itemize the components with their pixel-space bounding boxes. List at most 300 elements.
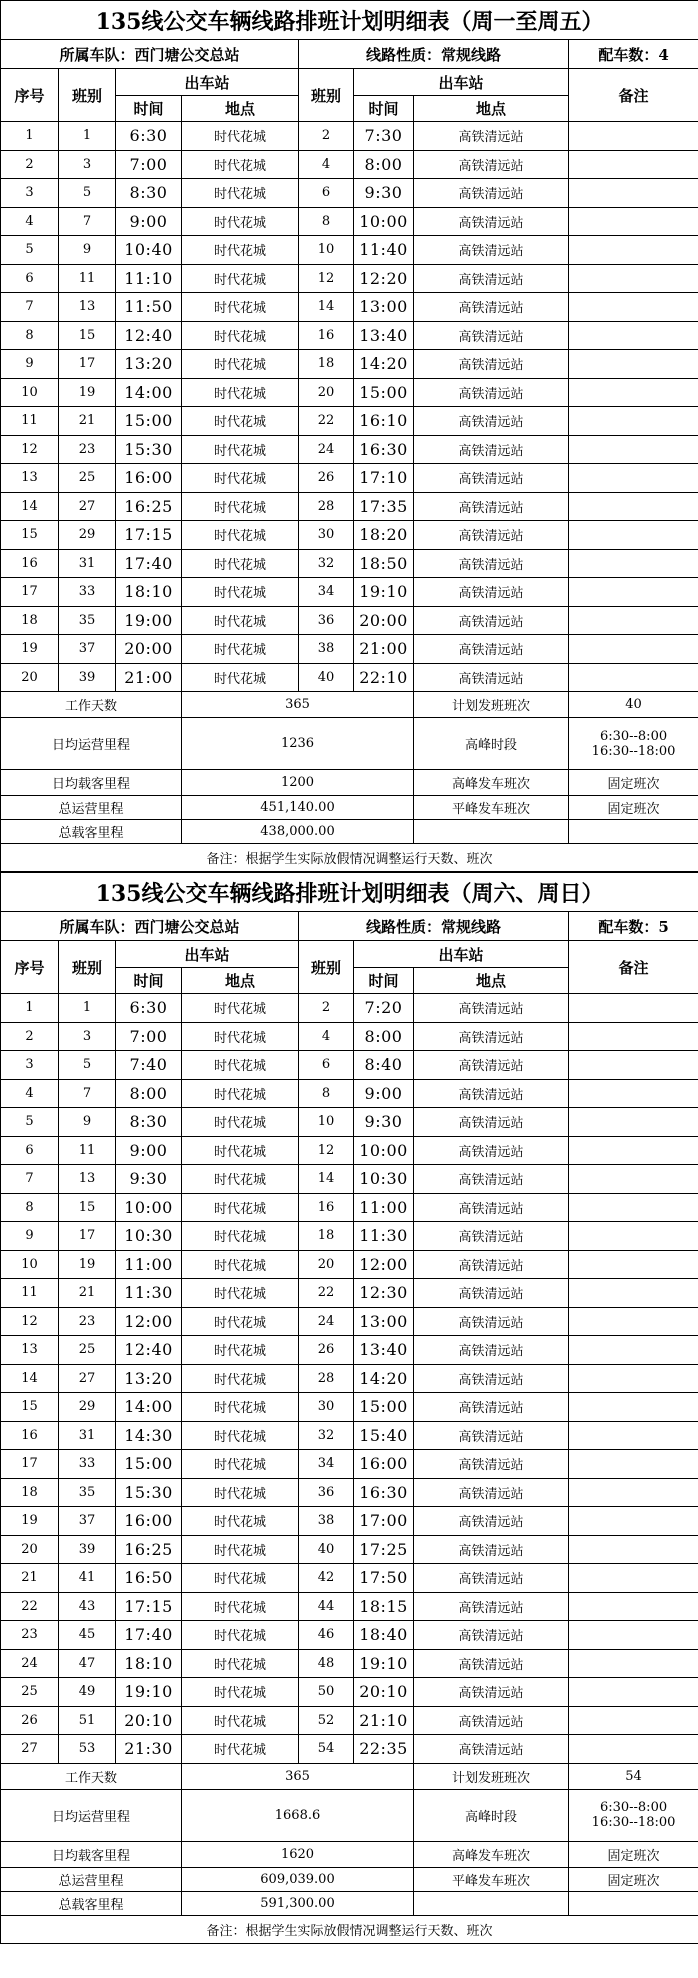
table-row (1, 1706, 698, 1735)
table-row (1, 606, 698, 635)
place-cell: 时代花城 (182, 1478, 299, 1507)
time-cell: 9:30 (116, 1165, 182, 1194)
table-row (1, 549, 698, 578)
shift-cell: 12 (299, 1136, 354, 1165)
remark-cell (569, 1193, 698, 1222)
place-cell: 时代花城 (182, 378, 299, 407)
table-row (1, 122, 698, 151)
seq-cell: 20 (1, 663, 59, 692)
shift-cell: 30 (299, 521, 354, 550)
time-cell: 22:35 (354, 1735, 414, 1764)
shift-cell: 37 (59, 635, 116, 664)
shift-cell: 36 (299, 606, 354, 635)
time-cell: 21:00 (116, 663, 182, 692)
time-cell: 18:15 (354, 1592, 414, 1621)
seq-cell: 10 (1, 1250, 59, 1279)
time-cell: 19:10 (354, 578, 414, 607)
shift-cell: 12 (299, 264, 354, 293)
place-cell: 高铁清远站 (414, 606, 569, 635)
shift-cell: 32 (299, 549, 354, 578)
seq-cell: 12 (1, 1307, 59, 1336)
remark-cell (569, 1592, 698, 1621)
place-cell: 时代花城 (182, 179, 299, 208)
place-cell: 高铁清远站 (414, 293, 569, 322)
place-cell: 时代花城 (182, 1592, 299, 1621)
shift-cell: 47 (59, 1649, 116, 1678)
place-cell: 高铁清远站 (414, 207, 569, 236)
we-header-seq: 序号 (1, 941, 59, 994)
header-shift: 班别 (59, 69, 116, 122)
time-cell: 8:00 (354, 150, 414, 179)
place-cell: 高铁清远站 (414, 1450, 569, 1479)
header-time: 时间 (116, 96, 182, 122)
seq-cell: 4 (1, 1079, 59, 1108)
place-cell: 时代花城 (182, 1165, 299, 1194)
time-cell: 15:00 (116, 407, 182, 436)
shift-cell: 26 (299, 1336, 354, 1365)
seq-cell: 4 (1, 207, 59, 236)
place-cell: 时代花城 (182, 407, 299, 436)
wd-total-op-label: 总运营里程 (1, 796, 182, 820)
time-cell: 11:10 (116, 264, 182, 293)
shift-cell: 29 (59, 1393, 116, 1422)
remark-cell (569, 378, 698, 407)
table-row (1, 635, 698, 664)
place-cell: 高铁清远站 (414, 663, 569, 692)
shift-cell: 41 (59, 1564, 116, 1593)
time-cell: 17:35 (354, 492, 414, 521)
shift-cell: 8 (299, 207, 354, 236)
we-header-depart: 出车站 (116, 941, 299, 968)
time-cell: 21:30 (116, 1735, 182, 1764)
weekday-vehicles: 配车数：4 (569, 40, 698, 69)
seq-cell: 24 (1, 1649, 59, 1678)
remark-cell (569, 635, 698, 664)
shift-cell: 28 (299, 492, 354, 521)
time-cell: 10:00 (116, 1193, 182, 1222)
time-cell: 21:00 (354, 635, 414, 664)
shift-cell: 14 (299, 293, 354, 322)
time-cell: 14:00 (116, 1393, 182, 1422)
we-header-place-2: 地点 (414, 968, 569, 994)
shift-cell: 11 (59, 264, 116, 293)
time-cell: 15:40 (354, 1421, 414, 1450)
seq-cell: 17 (1, 578, 59, 607)
seq-cell: 16 (1, 1421, 59, 1450)
place-cell: 高铁清远站 (414, 122, 569, 151)
time-cell: 7:20 (354, 994, 414, 1023)
table-row (1, 150, 698, 179)
table-row (1, 1678, 698, 1707)
table-row (1, 1649, 698, 1678)
time-cell: 7:00 (116, 1022, 182, 1051)
time-cell: 9:00 (116, 207, 182, 236)
place-cell: 高铁清远站 (414, 378, 569, 407)
place-cell: 时代花城 (182, 606, 299, 635)
table-row (1, 1478, 698, 1507)
shift-cell: 16 (299, 1193, 354, 1222)
remark-cell (569, 1678, 698, 1707)
place-cell: 高铁清远站 (414, 578, 569, 607)
shift-cell: 9 (59, 236, 116, 265)
shift-cell: 38 (299, 1507, 354, 1536)
time-cell: 17:15 (116, 1592, 182, 1621)
place-cell: 时代花城 (182, 1735, 299, 1764)
time-cell: 16:25 (116, 492, 182, 521)
time-cell: 6:30 (116, 122, 182, 151)
we-peak-trips: 固定班次 (569, 1841, 698, 1867)
table-row (1, 264, 698, 293)
remark-cell (569, 1649, 698, 1678)
table-row (1, 1535, 698, 1564)
time-cell: 17:40 (116, 549, 182, 578)
table-row (1, 994, 698, 1023)
shift-cell: 31 (59, 549, 116, 578)
shift-cell: 32 (299, 1421, 354, 1450)
weekday-title: 135线公交车辆线路排班计划明细表（周一至周五） (1, 1, 698, 40)
time-cell: 9:30 (354, 1108, 414, 1137)
shift-cell: 33 (59, 578, 116, 607)
remark-cell (569, 1279, 698, 1308)
we-empty-cell-2 (569, 1891, 698, 1915)
shift-cell: 35 (59, 606, 116, 635)
seq-cell: 7 (1, 1165, 59, 1194)
time-cell: 17:25 (354, 1535, 414, 1564)
shift-cell: 30 (299, 1393, 354, 1422)
weekend-rows (1, 994, 698, 1764)
table-row (1, 1621, 698, 1650)
seq-cell: 19 (1, 1507, 59, 1536)
we-peak-2: 16:30--18:00 (591, 1815, 676, 1830)
seq-cell: 7 (1, 293, 59, 322)
time-cell: 7:30 (354, 122, 414, 151)
place-cell: 时代花城 (182, 435, 299, 464)
table-row (1, 378, 698, 407)
time-cell: 8:30 (116, 179, 182, 208)
place-cell: 高铁清远站 (414, 1735, 569, 1764)
table-row (1, 1022, 698, 1051)
place-cell: 时代花城 (182, 207, 299, 236)
wd-peak-2: 16:30--18:00 (591, 743, 676, 759)
table-row (1, 1079, 698, 1108)
remark-cell (569, 492, 698, 521)
wd-total-op: 451,140.00 (182, 796, 414, 820)
remark-cell (569, 1364, 698, 1393)
weekday-team: 所属车队：西门塘公交总站 (1, 40, 299, 69)
time-cell: 10:30 (354, 1165, 414, 1194)
shift-cell: 13 (59, 293, 116, 322)
wd-empty-cell-2 (569, 820, 698, 844)
time-cell: 20:00 (354, 606, 414, 635)
remark-cell (569, 521, 698, 550)
time-cell: 11:00 (354, 1193, 414, 1222)
remark-cell (569, 1450, 698, 1479)
header-seq: 序号 (1, 69, 59, 122)
remark-cell (569, 578, 698, 607)
place-cell: 高铁清远站 (414, 1564, 569, 1593)
time-cell: 17:00 (354, 1507, 414, 1536)
time-cell: 13:40 (354, 1336, 414, 1365)
shift-cell: 31 (59, 1421, 116, 1450)
shift-cell: 48 (299, 1649, 354, 1678)
place-cell: 高铁清远站 (414, 179, 569, 208)
seq-cell: 10 (1, 378, 59, 407)
remark-cell (569, 150, 698, 179)
shift-cell: 26 (299, 464, 354, 493)
time-cell: 16:00 (116, 464, 182, 493)
place-cell: 时代花城 (182, 1022, 299, 1051)
seq-cell: 17 (1, 1450, 59, 1479)
shift-cell: 3 (59, 1022, 116, 1051)
table-row (1, 407, 698, 436)
place-cell: 高铁清远站 (414, 236, 569, 265)
time-cell: 18:10 (116, 578, 182, 607)
shift-cell: 25 (59, 464, 116, 493)
shift-cell: 29 (59, 521, 116, 550)
shift-cell: 4 (299, 150, 354, 179)
shift-cell: 36 (299, 1478, 354, 1507)
shift-cell: 6 (299, 179, 354, 208)
wd-offpeak-trips-label: 平峰发车班次 (414, 796, 569, 820)
shift-cell: 21 (59, 407, 116, 436)
time-cell: 11:50 (116, 293, 182, 322)
shift-cell: 23 (59, 435, 116, 464)
remark-cell (569, 1307, 698, 1336)
header-depart: 出车站 (116, 69, 299, 96)
remark-cell (569, 1022, 698, 1051)
we-daily-op: 1668.6 (182, 1789, 414, 1841)
time-cell: 16:25 (116, 1535, 182, 1564)
table-row (1, 179, 698, 208)
we-note: 备注：根据学生实际放假情况调整运行天数、班次 (1, 1915, 698, 1943)
place-cell: 高铁清远站 (414, 1621, 569, 1650)
time-cell: 17:40 (116, 1621, 182, 1650)
remark-cell (569, 1336, 698, 1365)
place-cell: 时代花城 (182, 1678, 299, 1707)
seq-cell: 14 (1, 1364, 59, 1393)
remark-cell (569, 1250, 698, 1279)
shift-cell: 17 (59, 350, 116, 379)
place-cell: 高铁清远站 (414, 464, 569, 493)
wd-offpeak-trips: 固定班次 (569, 796, 698, 820)
time-cell: 15:00 (354, 378, 414, 407)
shift-cell: 38 (299, 635, 354, 664)
time-cell: 8:40 (354, 1051, 414, 1080)
shift-cell: 52 (299, 1706, 354, 1735)
we-total-pass: 591,300.00 (182, 1891, 414, 1915)
shift-cell: 33 (59, 1450, 116, 1479)
place-cell: 时代花城 (182, 1222, 299, 1251)
shift-cell: 43 (59, 1592, 116, 1621)
time-cell: 11:00 (116, 1250, 182, 1279)
we-work-days: 365 (182, 1763, 414, 1789)
place-cell: 高铁清远站 (414, 1478, 569, 1507)
place-cell: 高铁清远站 (414, 1250, 569, 1279)
table-row (1, 1250, 698, 1279)
time-cell: 12:00 (354, 1250, 414, 1279)
wd-peak-trips: 固定班次 (569, 770, 698, 796)
shift-cell: 35 (59, 1478, 116, 1507)
shift-cell: 21 (59, 1279, 116, 1308)
wd-planned-trips: 40 (569, 692, 698, 718)
we-header-time-2: 时间 (354, 968, 414, 994)
shift-cell: 8 (299, 1079, 354, 1108)
time-cell: 16:00 (116, 1507, 182, 1536)
remark-cell (569, 122, 698, 151)
remark-cell (569, 236, 698, 265)
shift-cell: 14 (299, 1165, 354, 1194)
place-cell: 高铁清远站 (414, 1364, 569, 1393)
place-cell: 时代花城 (182, 1564, 299, 1593)
time-cell: 19:00 (116, 606, 182, 635)
table-row (1, 321, 698, 350)
time-cell: 12:00 (116, 1307, 182, 1336)
seq-cell: 1 (1, 994, 59, 1023)
wd-total-pass: 438,000.00 (182, 820, 414, 844)
place-cell: 高铁清远站 (414, 1136, 569, 1165)
place-cell: 高铁清远站 (414, 407, 569, 436)
place-cell: 高铁清远站 (414, 1678, 569, 1707)
weekday-rows (1, 122, 698, 692)
time-cell: 20:10 (116, 1706, 182, 1735)
remark-cell (569, 1165, 698, 1194)
remark-cell (569, 435, 698, 464)
seq-cell: 2 (1, 1022, 59, 1051)
header-place-2: 地点 (414, 96, 569, 122)
shift-cell: 44 (299, 1592, 354, 1621)
place-cell: 时代花城 (182, 1250, 299, 1279)
time-cell: 9:00 (354, 1079, 414, 1108)
wd-note: 备注：根据学生实际放假情况调整运行天数、班次 (1, 844, 698, 872)
place-cell: 时代花城 (182, 1450, 299, 1479)
place-cell: 高铁清远站 (414, 1592, 569, 1621)
remark-cell (569, 1478, 698, 1507)
table-row (1, 1421, 698, 1450)
place-cell: 时代花城 (182, 264, 299, 293)
place-cell: 时代花城 (182, 236, 299, 265)
seq-cell: 22 (1, 1592, 59, 1621)
weekend-team: 所属车队：西门塘公交总站 (1, 912, 299, 941)
seq-cell: 15 (1, 521, 59, 550)
remark-cell (569, 1222, 698, 1251)
table-row (1, 207, 698, 236)
time-cell: 10:00 (354, 1136, 414, 1165)
time-cell: 8:30 (116, 1108, 182, 1137)
seq-cell: 14 (1, 492, 59, 521)
seq-cell: 25 (1, 1678, 59, 1707)
we-empty-cell (414, 1891, 569, 1915)
time-cell: 19:10 (354, 1649, 414, 1678)
remark-cell (569, 663, 698, 692)
table-row (1, 1165, 698, 1194)
seq-cell: 1 (1, 122, 59, 151)
shift-cell: 6 (299, 1051, 354, 1080)
seq-cell: 9 (1, 1222, 59, 1251)
seq-cell: 13 (1, 464, 59, 493)
time-cell: 9:00 (116, 1136, 182, 1165)
time-cell: 11:30 (354, 1222, 414, 1251)
remark-cell (569, 264, 698, 293)
shift-cell: 34 (299, 578, 354, 607)
shift-cell: 46 (299, 1621, 354, 1650)
shift-cell: 18 (299, 1222, 354, 1251)
seq-cell: 15 (1, 1393, 59, 1422)
shift-cell: 2 (299, 994, 354, 1023)
time-cell: 11:40 (354, 236, 414, 265)
we-daily-pass-label: 日均载客里程 (1, 1841, 182, 1867)
place-cell: 时代花城 (182, 1079, 299, 1108)
wd-peak-label: 高峰时段 (414, 718, 569, 770)
we-header-remark: 备注 (569, 941, 698, 994)
table-row (1, 492, 698, 521)
place-cell: 高铁清远站 (414, 492, 569, 521)
place-cell: 时代花城 (182, 492, 299, 521)
table-row (1, 521, 698, 550)
shift-cell: 34 (299, 1450, 354, 1479)
shift-cell: 23 (59, 1307, 116, 1336)
place-cell: 时代花城 (182, 1507, 299, 1536)
wd-empty-cell (414, 820, 569, 844)
remark-cell (569, 464, 698, 493)
wd-peak-hours (569, 718, 698, 770)
table-row (1, 1507, 698, 1536)
shift-cell: 22 (299, 407, 354, 436)
header-shift-2: 班别 (299, 69, 354, 122)
seq-cell: 2 (1, 150, 59, 179)
weekend-title: 135线公交车辆线路排班计划明细表（周六、周日） (1, 873, 698, 912)
wd-total-pass-label: 总载客里程 (1, 820, 182, 844)
table-row (1, 663, 698, 692)
wd-peak-1: 6:30--8:00 (599, 728, 668, 744)
place-cell: 高铁清远站 (414, 264, 569, 293)
time-cell: 7:40 (116, 1051, 182, 1080)
remark-cell (569, 1051, 698, 1080)
shift-cell: 5 (59, 1051, 116, 1080)
remark-cell (569, 1564, 698, 1593)
shift-cell: 3 (59, 150, 116, 179)
time-cell: 14:20 (354, 1364, 414, 1393)
time-cell: 13:00 (354, 1307, 414, 1336)
shift-cell: 19 (59, 1250, 116, 1279)
remark-cell (569, 606, 698, 635)
table-row (1, 464, 698, 493)
we-total-op-label: 总运营里程 (1, 1867, 182, 1891)
wd-daily-op-label: 日均运营里程 (1, 718, 182, 770)
place-cell: 时代花城 (182, 464, 299, 493)
place-cell: 时代花城 (182, 1364, 299, 1393)
we-peak-hours (569, 1789, 698, 1841)
shift-cell: 9 (59, 1108, 116, 1137)
weekday-route-type: 线路性质：常规线路 (299, 40, 569, 69)
table-row (1, 1108, 698, 1137)
remark-cell (569, 1136, 698, 1165)
shift-cell: 22 (299, 1279, 354, 1308)
shift-cell: 39 (59, 663, 116, 692)
shift-cell: 27 (59, 492, 116, 521)
we-header-shift-2: 班别 (299, 941, 354, 994)
place-cell: 时代花城 (182, 1421, 299, 1450)
we-total-op: 609,039.00 (182, 1867, 414, 1891)
time-cell: 17:15 (116, 521, 182, 550)
table-row (1, 1222, 698, 1251)
remark-cell (569, 321, 698, 350)
wd-daily-op: 1236 (182, 718, 414, 770)
time-cell: 20:00 (116, 635, 182, 664)
place-cell: 高铁清远站 (414, 994, 569, 1023)
shift-cell: 24 (299, 1307, 354, 1336)
seq-cell: 12 (1, 435, 59, 464)
shift-cell: 24 (299, 435, 354, 464)
